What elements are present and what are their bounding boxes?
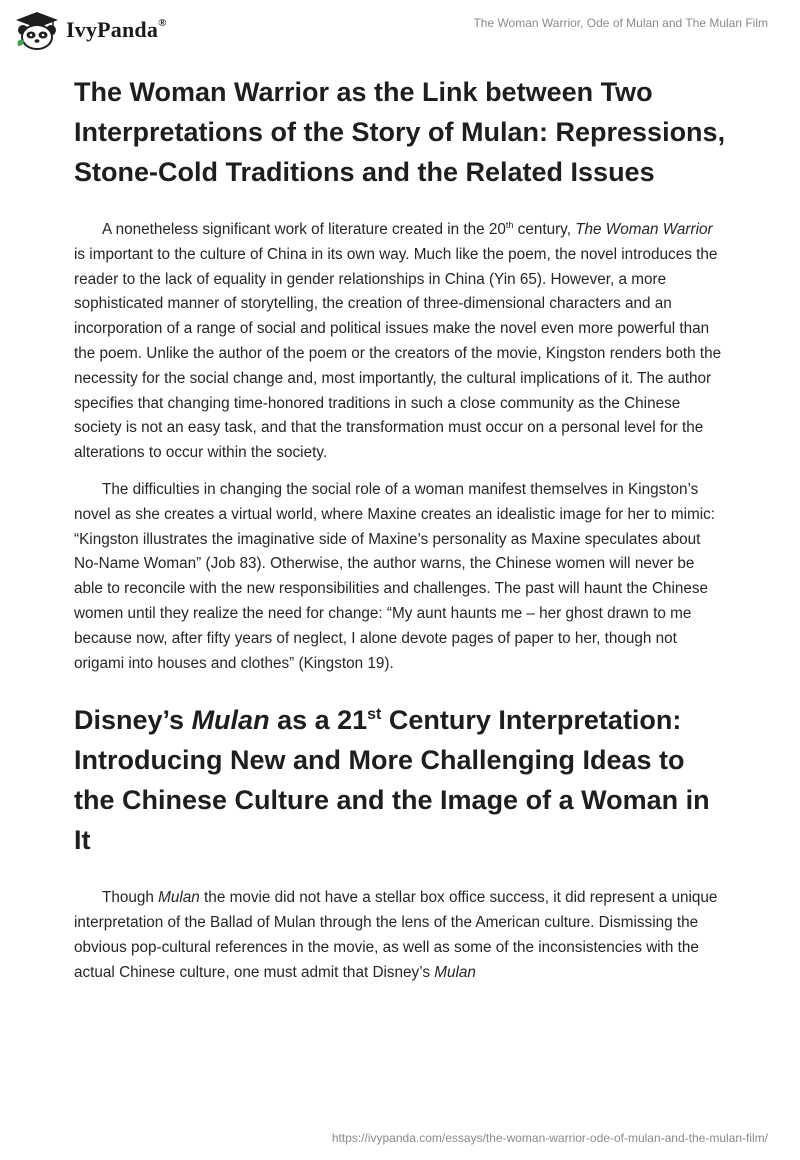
document-title: The Woman Warrior, Ode of Mulan and The Mulan Film xyxy=(473,16,768,30)
paragraph: The difficulties in changing the social role of a woman manifest themselves in Kingston’s novel as she creates a virtual world, where Maxine creates an idealistic image for her to mimic: “Kingston illustrates the imaginative side of Maxine’s personality as Maxine speculates about No-Name Woman” (Job 83). Otherwise, the author warns, the Chinese women will never be able to reconcile with the new responsibilities and challenges. The past will haunt the Chinese women until they realize the need for change: “My aunt haunts me – her ghost drawn to me because now, after fifty years of neglect, I alone devote pages of paper to her, though not origami into houses and clothes” (Kingston 19). xyxy=(74,480,716,672)
paragraph: Though Mulan the movie did not have a stellar box office success, it did represent a unique interpretation of the Ballad of Mulan through the lens of the American culture. Dismissing the obvious pop-cultural references in the movie, as well as some of the inconsistencies with the actual Chinese culture, one must admit that Disney’s Mulan xyxy=(74,889,718,981)
brand-name: IvyPanda® xyxy=(66,16,167,42)
panda-logo-icon xyxy=(14,10,60,50)
section-1-heading: The Woman Warrior as the Link between Two Interpretations of the Story of Mulan: Repressions, Stone-Cold Traditions and the Related Issues xyxy=(74,77,726,187)
film-title-italic: Mulan xyxy=(191,705,270,736)
superscript: st xyxy=(367,706,382,724)
source-url[interactable]: https://ivypanda.com/essays/the-woman-warrior-ode-of-mulan-and-the-mulan-film/ xyxy=(331,1131,768,1145)
film-title-italic: Mulan xyxy=(158,889,200,907)
page-header xyxy=(0,0,800,60)
registered-mark: ® xyxy=(158,16,167,29)
ivypanda-logo[interactable] xyxy=(14,10,167,50)
superscript: th xyxy=(505,219,514,230)
section-2-heading: Disney’s Mulan as a 21st Century Interpretation: Introducing New and More Challenging Ideas to the Chinese Culture and the Image of a Woman in It xyxy=(74,705,710,856)
film-title-italic: Mulan xyxy=(434,963,476,981)
book-title-italic: The Woman Warrior xyxy=(575,221,713,238)
essay-content xyxy=(74,72,726,998)
paragraph: A nonetheless significant work of literature created in the 20th century, The Woman Warrior is important to the culture of China in its own way. Much like the poem, the novel introduces the reader to the lack of equality in gender relationships in China (Yin 65). However, a more sophisticated manner of storytelling, the creation of three-dimensional characters and an incorporation of a range of social and political issues make the novel even more powerful than the poem. Unlike the author of the poem or the creators of the movie, Kingston renders both the necessity for the social change and, most importantly, the cultural implications of it. The author specifies that changing time-honored traditions in such a close community as the Chinese society is not an easy task, and that the transformation must occur on a personal level for the alterations to occur within the society. xyxy=(74,219,722,462)
